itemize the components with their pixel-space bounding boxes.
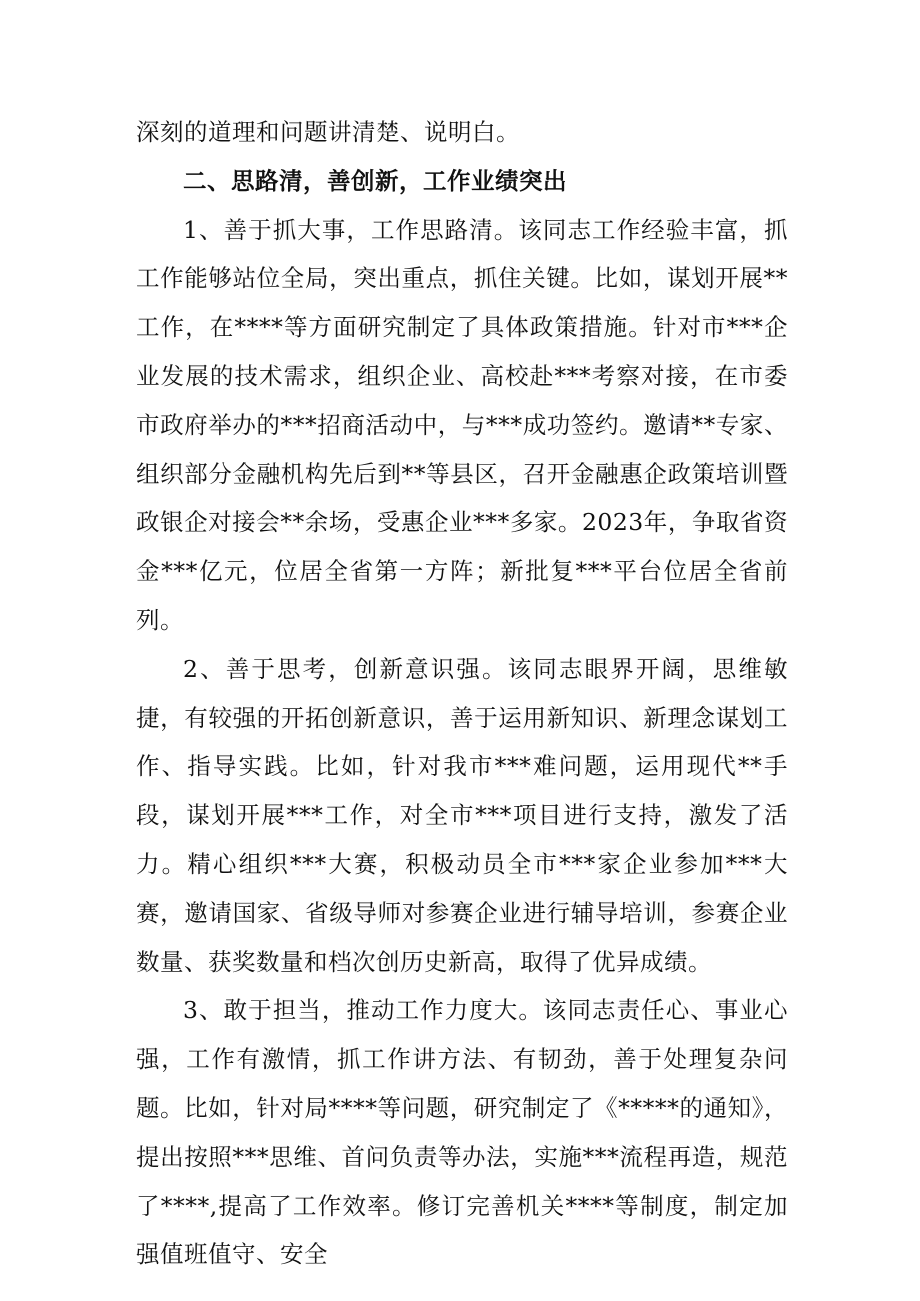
paragraph-item-3: 3、敢于担当，推动工作力度大。该同志责任心、事业心强，工作有激情，抓工作讲方法、有韧劲，善于处理复杂问题。比如，针对局****等问题，研究制定了《*****的通知》，提出按照***思维、首问负责等办法，实施***流程再造，规范了****,提高了工作效率。修订完善机关****等制度，制定加强值班值守、安全 <box>136 996 788 1269</box>
paragraph-item-2: 2、善于思考，创新意识强。该同志眼界开阔，思维敏捷，有较强的开拓创新意识，善于运用新知识、新理念谋划工作、指导实践。比如，针对我市***难问题，运用现代**手段，谋划开展***工作，对全市***项目进行支持，激发了活力。精心组织***大赛，积极动员全市***家企业参加***大赛，邀请国家、省级导师对参赛企业进行辅导培训，参赛企业数量、获奖数量和档次创历史新高，取得了优异成绩。 <box>136 654 788 976</box>
section-heading: 二、思路清，善创新，工作业绩突出 <box>183 166 567 195</box>
document-body <box>136 108 788 1279</box>
paragraph-item-1: 1、善于抓大事，工作思路清。该同志工作经验丰富，抓工作能够站位全局，突出重点，抓住关键。比如，谋划开展**工作，在****等方面研究制定了具体政策措施。针对市***企业发展的技术需求，组织企业、高校赴***考察对接，在市委市政府举办的***招商活动中，与***成功签约。邀请**专家、组织部分金融机构先后到**等县区，召开金融惠企政策培训暨政银企对接会**余场，受惠企业***多家。2023年，争取省资金***亿元，位居全省第一方阵；新批复***平台位居全省前列。 <box>136 215 788 634</box>
paragraph-continuation: 深刻的道理和问题讲清楚、说明白。 <box>136 118 520 146</box>
